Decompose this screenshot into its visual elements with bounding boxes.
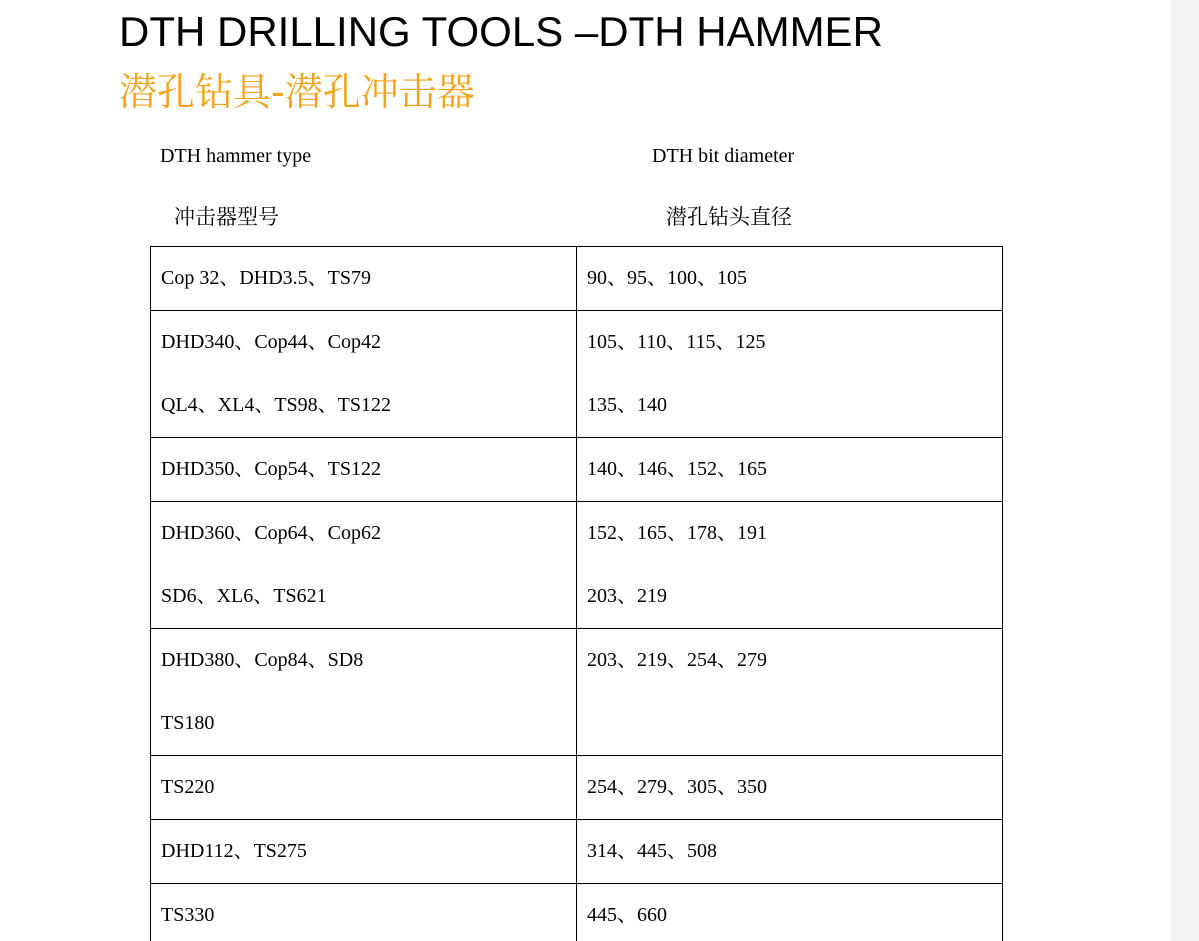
- bit-cell: [577, 884, 1003, 941]
- cell-line: 105、110、115、125: [587, 331, 766, 353]
- cell-line: TS330: [161, 904, 215, 926]
- header-bit-diameter-cn: 潜孔钻头直径: [666, 205, 792, 229]
- bit-cell: [577, 756, 1003, 820]
- hammer-cell: [151, 820, 577, 884]
- cell-line: 90、95、100、105: [587, 267, 747, 289]
- title-chinese: 潜孔钻具-潜孔冲击器: [119, 70, 475, 114]
- cell-line: DHD350、Cop54、TS122: [161, 458, 382, 480]
- hammer-cell: [151, 629, 577, 756]
- table-row: [151, 502, 1003, 629]
- spec-table: [150, 246, 1003, 941]
- bit-cell: [577, 629, 1003, 756]
- cell-line: 203、219、254、279: [587, 649, 767, 671]
- cell-line: TS180: [161, 712, 215, 734]
- bit-cell: [577, 311, 1003, 438]
- table-row: [151, 311, 1003, 438]
- cell-line: 152、165、178、191: [587, 522, 767, 544]
- hammer-cell: [151, 247, 577, 311]
- table-row: [151, 820, 1003, 884]
- cell-line: QL4、XL4、TS98、TS122: [161, 394, 391, 416]
- cell-line: 445、660: [587, 904, 667, 926]
- cell-line: DHD360、Cop64、Cop62: [161, 522, 382, 544]
- table-row: [151, 629, 1003, 756]
- cell-line: 140、146、152、165: [587, 458, 767, 480]
- scrollbar-gutter[interactable]: [1171, 0, 1199, 941]
- table-row: [151, 756, 1003, 820]
- table-row: [151, 438, 1003, 502]
- header-hammer-type-cn: 冲击器型号: [174, 205, 279, 229]
- bit-cell: [577, 502, 1003, 629]
- cell-line: Cop 32、DHD3.5、TS79: [161, 267, 372, 289]
- title-english: DTH DRILLING TOOLS –DTH HAMMER: [119, 8, 883, 55]
- table-row: [151, 884, 1003, 941]
- cell-line: SD6、XL6、TS621: [161, 585, 327, 607]
- header-bit-diameter-en: DTH bit diameter: [652, 145, 795, 167]
- bit-cell: [577, 820, 1003, 884]
- cell-line: 254、279、305、350: [587, 776, 767, 798]
- cell-line: 135、140: [587, 394, 667, 416]
- header-hammer-type-en: DTH hammer type: [160, 145, 312, 167]
- cell-line: 203、219: [587, 585, 667, 607]
- cell-line: DHD380、Cop84、SD8: [161, 649, 364, 671]
- bit-cell: [577, 438, 1003, 502]
- cell-line: TS220: [161, 776, 215, 798]
- bit-cell: [577, 247, 1003, 311]
- hammer-cell: [151, 756, 577, 820]
- cell-line: DHD340、Cop44、Cop42: [161, 331, 382, 353]
- hammer-cell: [151, 438, 577, 502]
- cell-line: 314、445、508: [587, 840, 717, 862]
- cell-line: DHD112、TS275: [161, 840, 307, 862]
- table-row: [151, 247, 1003, 311]
- hammer-cell: [151, 884, 577, 941]
- hammer-cell: [151, 502, 577, 629]
- hammer-cell: [151, 311, 577, 438]
